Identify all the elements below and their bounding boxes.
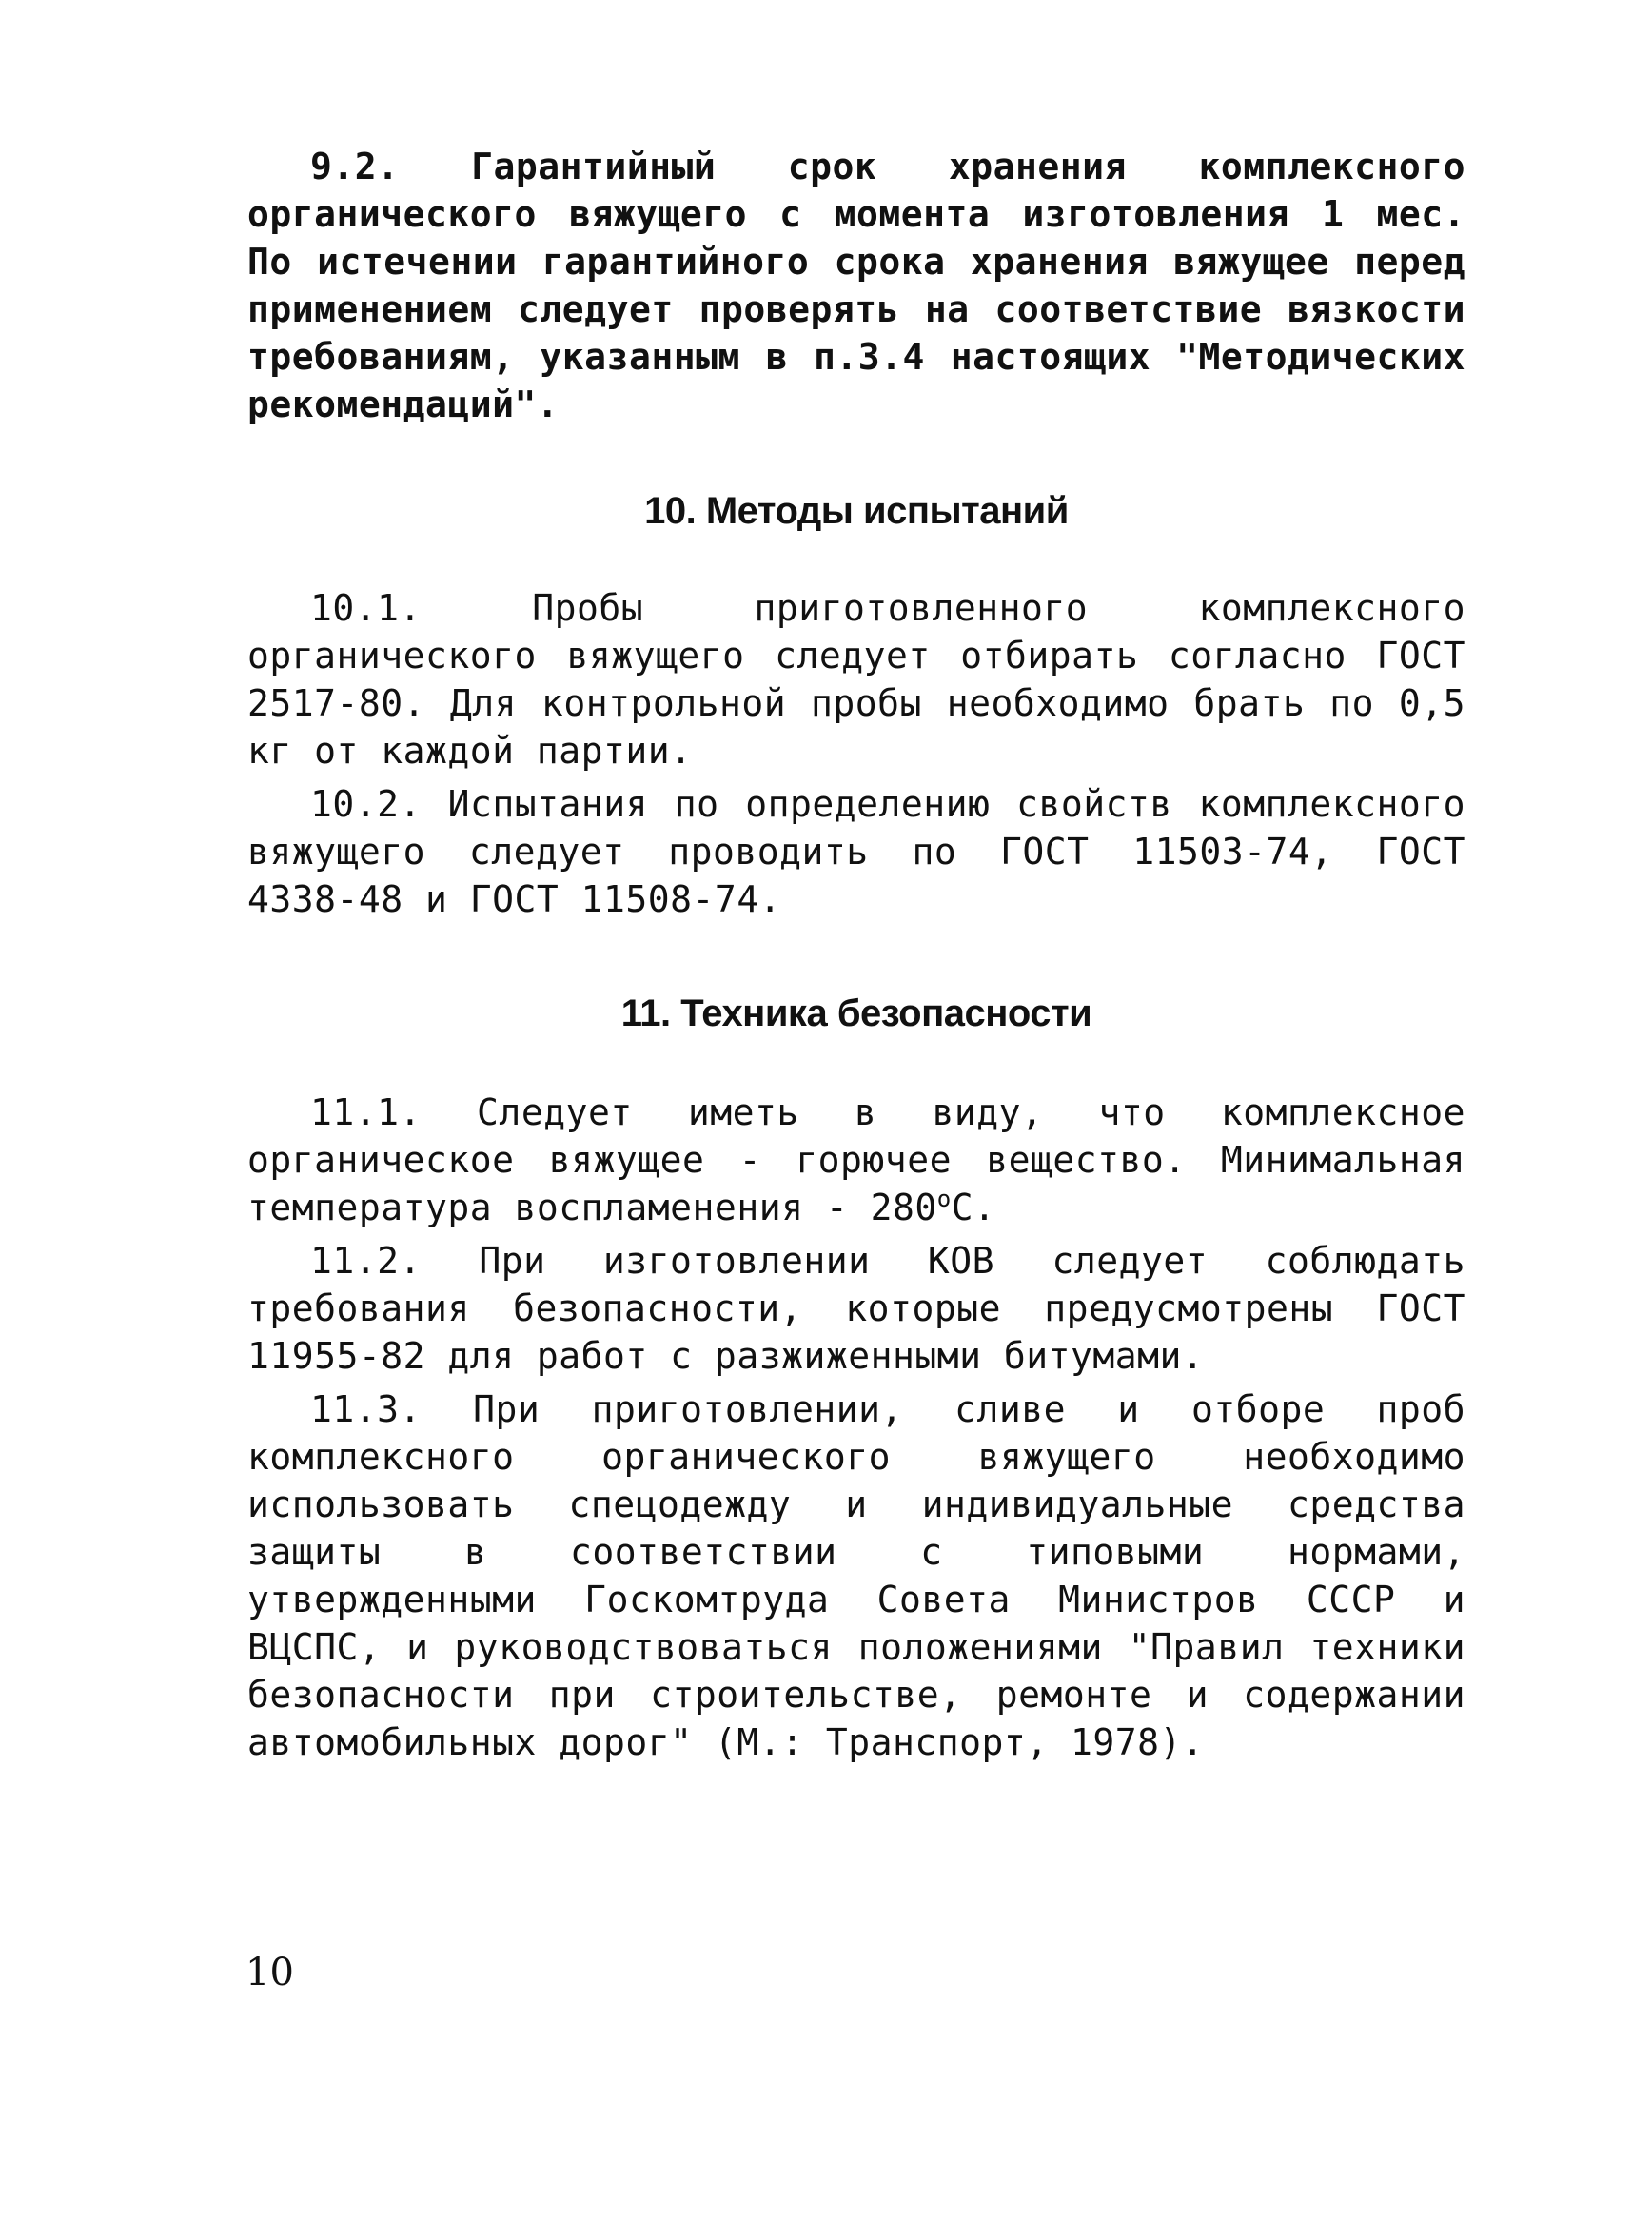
paragraph-11-2: 11.2. При изготовлении КОВ следует соблюдать требования безопасности, которые предусмотрены ГОСТ 11955-82 для работ с разжиженными битумами.	[247, 1240, 1465, 1377]
section-11-title: 11. Техника безопасности	[620, 992, 1092, 1034]
page-number: 10	[246, 1951, 294, 1994]
degree-sign: о	[936, 1186, 952, 1212]
paragraph-9-2: 9.2. Гарантийный срок хранения комплексного органического вяжущего с момента изготовления 1 мес. По истечении гарантийного срока хранения вяжущее перед применением следует проверять на соответствие вязкости требованиям, указанным в п.3.4 настоящих "Методических рекомендаций".	[247, 146, 1465, 425]
paragraph-10-2: 10.2. Испытания по определению свойств комплексного вяжущего следует проводить по ГОСТ 11503-74, ГОСТ 4338-48 и ГОСТ 11508-74.	[247, 783, 1465, 920]
section-10-title: 10. Методы испытаний	[644, 490, 1069, 532]
document-page	[247, 143, 1465, 1772]
paragraph-11-3: 11.3. При приготовлении, сливе и отборе проб комплексного органического вяжущего необходимо использовать спецодежду и индивидуальные средства защиты в соответствии с типовыми нормами, утвержденными Госкомтруда Совета Министров СССР и ВЦСПС, и руководствоваться положениями "Правил техники безопасности при строительстве, ремонте и содержании автомобильных дорог" (М.: Транспорт, 1978).	[247, 1388, 1465, 1763]
paragraph-10-1: 10.1. Пробы приготовленного комплексного органического вяжущего следует отбирать согласно ГОСТ 2517-80. Для контрольной пробы необходимо брать по 0,5 кг от каждой партии.	[247, 587, 1465, 772]
paragraph-11-1-text: 11.1. Следует иметь в виду, что комплексное органическое вяжущее - горючее вещество. Минимальная температура воспламенения - 280	[247, 1091, 1465, 1228]
paragraph-11-1-end: С.	[951, 1187, 996, 1228]
paragraph-11-1	[247, 1089, 1465, 1231]
